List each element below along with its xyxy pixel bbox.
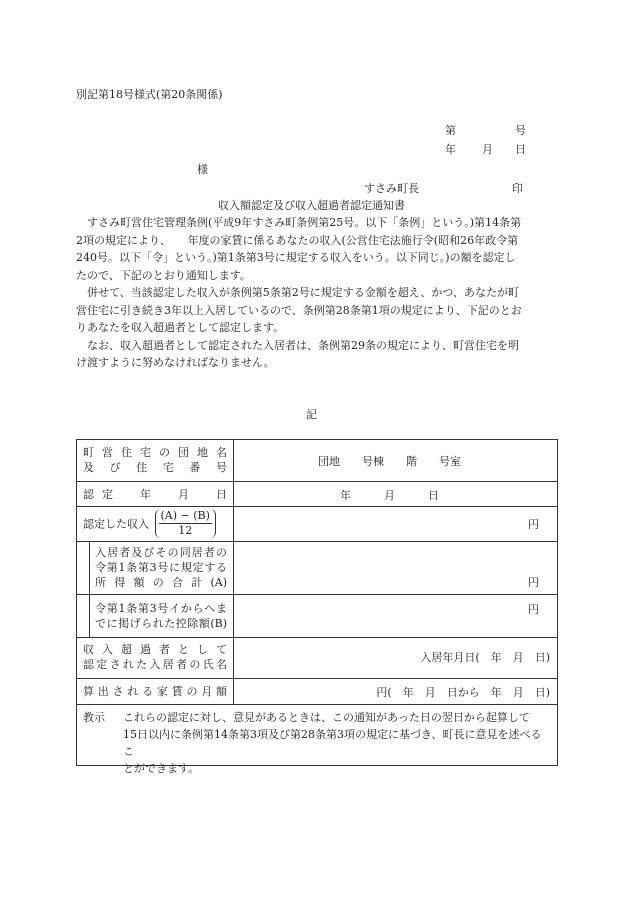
- body-paragraph-1: すさみ町営住宅管理条例(平成9年すさみ町条例第25号。以下「条例」という。)第14条第 2項の規定により、 年度の家賃に係るあなたの収入(公営住宅法施行令(昭和26年政令第 240号。以下「令」という。)第1条第3号に規定する収入をいう。以下同じ。)の額を認定し たので、下記のとおり通知します。: [76, 216, 522, 282]
- addressee: 様: [197, 163, 208, 176]
- seal-mark: 印: [512, 182, 523, 195]
- deduction-label-2: でに掲げられた控除額(B): [95, 617, 227, 630]
- form-id: 別記第18号様式(第20条関係): [76, 88, 223, 101]
- ki-heading: 記: [306, 408, 317, 421]
- notice-text: これらの認定に対し、意見があるときは、この通知があった日の翌日から起算して 15日以内に条例第14条第3項及び第28条第3項の規定に基づき、町長に意見を述べるこ とができます。: [123, 711, 542, 775]
- move-in-date: 入居年月日( 年 月 日): [420, 651, 550, 664]
- monthly-rent-value: 円( 年 月 日から 年 月 日): [376, 686, 550, 699]
- date-year: 年: [445, 143, 456, 156]
- body-text: [76, 214, 556, 372]
- certification-date-value: 年 月 日: [340, 489, 439, 502]
- housing-value: 団地 号棟 階 号室: [318, 455, 461, 468]
- table-row: [77, 440, 557, 482]
- number-prefix: 第: [445, 124, 456, 137]
- yen-unit: 円: [528, 603, 539, 616]
- table-row: [77, 679, 557, 705]
- issuer: すさみ町長: [364, 182, 419, 195]
- table-row: [77, 482, 557, 507]
- notice-heading: 教示: [83, 711, 105, 724]
- table-row: [77, 638, 557, 679]
- fraction-denominator: 12: [178, 524, 193, 537]
- number-suffix: 号: [515, 124, 526, 137]
- income-total-label-3: 所得額の合計(A): [95, 576, 227, 589]
- body-paragraph-3: なお、収入超過者として認定された入居者は、条例第29条の規定により、町営住宅を明 け渡すように努めなければなりません。: [76, 338, 519, 369]
- deduction-label-1: 令第1条第3号イからへま: [95, 602, 227, 615]
- excess-earner-label-1: 収入超過者として: [83, 643, 227, 656]
- details-table: [76, 439, 558, 775]
- appeal-notice: [83, 709, 549, 777]
- yen-unit: 円: [528, 518, 539, 531]
- table-row: [77, 507, 557, 542]
- date-month: 月: [482, 143, 493, 156]
- document-title: 収入額認定及び収入超過者認定通知書: [218, 199, 405, 212]
- income-total-label-1: 入居者及びその同居者の: [95, 546, 227, 559]
- certification-date-label: 認定 年 月 日: [83, 488, 227, 501]
- certified-income-label: 認定した収入: [83, 517, 149, 531]
- income-total-label-2: 令第1条第3号に規定する: [95, 561, 227, 574]
- table-row: [77, 595, 557, 638]
- table-row: [77, 705, 557, 775]
- housing-label-1: 町営住宅の団地名: [83, 446, 227, 459]
- yen-unit: 円: [528, 576, 539, 589]
- body-paragraph-2: 併せて、当該認定した収入が条例第5条第2号に規定する金額を超え、かつ、あなたが町 営住宅に引き続き3年以上入居しているので、条例第28条第1項の規定により、下記のとお りあなたを収入超過者として認定します。: [76, 286, 522, 334]
- date-day: 日: [515, 143, 526, 156]
- income-fraction: [155, 509, 216, 538]
- housing-label-2: 及び住宅番号: [83, 461, 227, 474]
- excess-earner-label-2: 認定された入居者の氏名: [83, 658, 227, 671]
- monthly-rent-label: 算出される家賃の月額: [83, 685, 227, 698]
- fraction-numerator: (A) − (B): [160, 509, 210, 522]
- table-row: [77, 542, 557, 595]
